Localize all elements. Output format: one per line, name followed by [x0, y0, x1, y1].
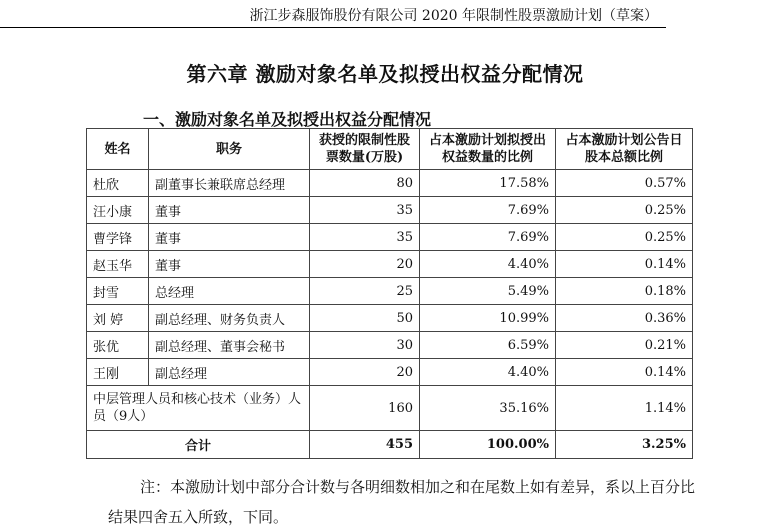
mid-row-label: 中层管理人员和核心技术（业务）人员（9人） [87, 386, 310, 431]
header-pct-capital: 占本激励计划公告日股本总额比例 [556, 129, 693, 170]
mid-row-shares: 160 [310, 386, 420, 431]
header-position: 职务 [149, 129, 310, 170]
total-row-pct-plan: 100.00% [420, 431, 556, 459]
cell-pct-capital: 0.18% [556, 278, 693, 305]
cell-position: 董事 [149, 251, 310, 278]
cell-pct-capital: 0.57% [556, 170, 693, 197]
cell-name: 赵玉华 [87, 251, 149, 278]
cell-position: 副总经理、董事会秘书 [149, 332, 310, 359]
cell-position: 董事 [149, 224, 310, 251]
section-title: 一、激励对象名单及拟授出权益分配情况 [143, 110, 432, 129]
total-row-pct-capital: 3.25% [556, 431, 693, 459]
cell-pct-plan: 7.69% [420, 224, 556, 251]
header-pct-plan: 占本激励计划拟授出权益数量的比例 [420, 129, 556, 170]
mid-row-pct-plan: 35.16% [420, 386, 556, 431]
cell-pct-capital: 0.21% [556, 332, 693, 359]
cell-shares: 30 [310, 332, 420, 359]
cell-shares: 80 [310, 170, 420, 197]
table-row-total [87, 431, 693, 459]
running-header [0, 0, 666, 28]
cell-pct-plan: 17.58% [420, 170, 556, 197]
chapter-title: 第六章 激励对象名单及拟授出权益分配情况 [186, 62, 584, 86]
cell-pct-capital: 0.36% [556, 305, 693, 332]
cell-shares: 25 [310, 278, 420, 305]
table-row [87, 278, 693, 305]
cell-pct-plan: 7.69% [420, 197, 556, 224]
cell-name: 杜欣 [87, 170, 149, 197]
total-row-label: 合计 [87, 431, 310, 459]
cell-name: 汪小康 [87, 197, 149, 224]
header-name: 姓名 [87, 129, 149, 170]
running-header-text: 浙江步森服饰股份有限公司 2020 年限制性股票激励计划（草案） [249, 8, 658, 24]
header-shares: 获授的限制性股票数量(万股) [310, 129, 420, 170]
mid-row-pct-capital: 1.14% [556, 386, 693, 431]
allocation-table [86, 128, 693, 459]
cell-position: 副总经理 [149, 359, 310, 386]
cell-position: 董事 [149, 197, 310, 224]
table-header-row [87, 129, 693, 170]
cell-pct-plan: 5.49% [420, 278, 556, 305]
table-row [87, 359, 693, 386]
total-row-shares: 455 [310, 431, 420, 459]
cell-name: 张优 [87, 332, 149, 359]
cell-name: 刘 婷 [87, 305, 149, 332]
footnote: 注：本激励计划中部分合计数与各明细数相加之和在尾数上如有差异，系以上百分比结果四舍五入所致，下同。 [108, 478, 696, 526]
cell-pct-plan: 6.59% [420, 332, 556, 359]
cell-name: 曹学锋 [87, 224, 149, 251]
cell-pct-plan: 4.40% [420, 359, 556, 386]
table-row [87, 224, 693, 251]
cell-shares: 20 [310, 359, 420, 386]
table-row [87, 332, 693, 359]
table-row [87, 251, 693, 278]
cell-pct-plan: 10.99% [420, 305, 556, 332]
cell-shares: 20 [310, 251, 420, 278]
cell-pct-capital: 0.25% [556, 224, 693, 251]
cell-position: 副董事长兼联席总经理 [149, 170, 310, 197]
cell-name: 封雪 [87, 278, 149, 305]
cell-position: 副总经理、财务负责人 [149, 305, 310, 332]
table-row [87, 170, 693, 197]
cell-pct-capital: 0.14% [556, 251, 693, 278]
table-row-mid-management [87, 386, 693, 431]
cell-shares: 35 [310, 224, 420, 251]
cell-pct-capital: 0.14% [556, 359, 693, 386]
table-row [87, 305, 693, 332]
cell-position: 总经理 [149, 278, 310, 305]
cell-pct-capital: 0.25% [556, 197, 693, 224]
table-row [87, 197, 693, 224]
cell-name: 王刚 [87, 359, 149, 386]
cell-shares: 35 [310, 197, 420, 224]
cell-pct-plan: 4.40% [420, 251, 556, 278]
cell-shares: 50 [310, 305, 420, 332]
